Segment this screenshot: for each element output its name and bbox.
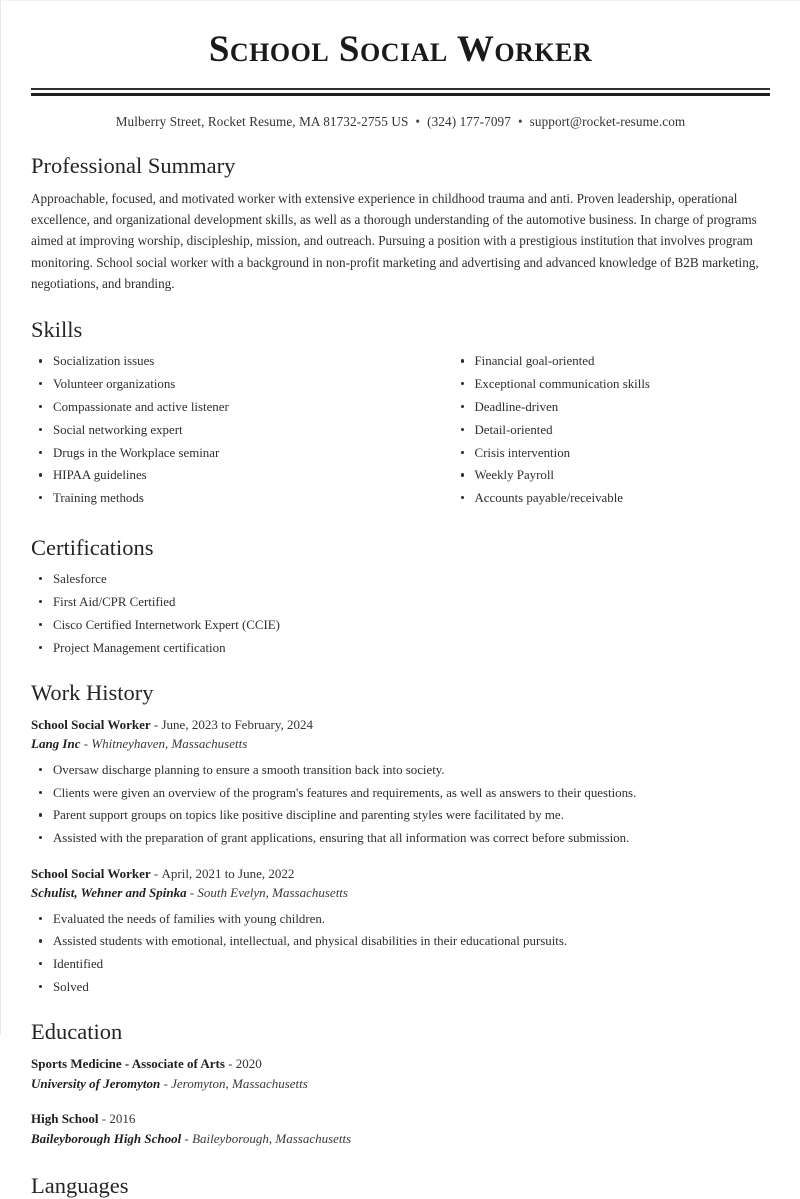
job-company: Lang Inc (31, 736, 81, 752)
job-responsibilities-list (31, 761, 770, 848)
job-title-line (31, 864, 770, 884)
job-company-line (31, 883, 770, 903)
job-location: Whitneyhaven, Massachusetts (91, 736, 248, 752)
job-dates: April, 2021 to June, 2022 (161, 865, 295, 881)
list-item: Project Management certification (31, 639, 770, 657)
section-heading-professional-summary: Professional Summary (31, 152, 236, 178)
education-school-dash: - (160, 1076, 172, 1092)
list-item: Training methods (31, 489, 401, 507)
list-item: Salesforce (31, 570, 770, 588)
list-item: Financial goal-oriented (453, 352, 771, 370)
job-responsibilities-list (31, 910, 770, 997)
list-item: Weekly Payroll (453, 466, 771, 484)
job-title: School Social Worker (31, 716, 151, 732)
section-heading-certifications: Certifications (31, 535, 154, 561)
list-item: Assisted with the preparation of grant applications, ensuring that all information was correct before submission. (31, 829, 770, 847)
list-item: Crisis intervention (453, 444, 771, 462)
education-school-line (31, 1129, 770, 1149)
list-item: Detail-oriented (453, 421, 771, 439)
skills-column-left (31, 352, 401, 512)
list-item: HIPAA guidelines (31, 466, 401, 484)
section-work-history (31, 679, 770, 997)
job-title-dash: - (150, 865, 162, 881)
education-degree: High School (31, 1110, 99, 1126)
divider-rule-bottom (31, 93, 770, 96)
section-heading-languages: Languages (31, 1173, 129, 1199)
education-year: 2020 (235, 1056, 262, 1072)
section-skills (31, 316, 770, 512)
education-school: Baileyborough High School (31, 1130, 182, 1146)
job-company-dash: - (80, 736, 92, 752)
education-location: Jeromyton, Massachusetts (171, 1076, 308, 1092)
education-degree-dash: - (224, 1056, 236, 1072)
list-item: Parent support groups on topics like positive discipline and parenting styles were facilitated by me. (31, 806, 770, 824)
work-history-entry (31, 715, 770, 848)
job-location: South Evelyn, Massachusetts (197, 885, 348, 901)
work-history-entry (31, 864, 770, 997)
contact-email: support@rocket-resume.com (529, 113, 686, 129)
list-item: Identified (31, 955, 770, 973)
education-school-line (31, 1074, 770, 1094)
section-heading-work-history: Work History (31, 679, 154, 705)
job-title-line (31, 715, 770, 735)
list-item: Assisted students with emotional, intellectual, and physical disabilities in their educational pursuits. (31, 932, 770, 950)
list-item: Socialization issues (31, 352, 401, 370)
section-certifications (31, 534, 770, 657)
list-item: Deadline-driven (453, 398, 771, 416)
list-item: First Aid/CPR Certified (31, 593, 770, 611)
job-company-line (31, 734, 770, 754)
education-degree-dash: - (98, 1110, 110, 1126)
education-entry (31, 1109, 770, 1149)
job-company-dash: - (186, 885, 198, 901)
list-item: Accounts payable/receivable (453, 489, 771, 507)
skills-columns (31, 352, 770, 512)
education-school: University of Jeromyton (31, 1076, 161, 1092)
list-item: Cisco Certified Internetwork Expert (CCIE) (31, 616, 770, 634)
list-item: Solved (31, 978, 770, 996)
contact-separator-1: • (415, 113, 421, 129)
education-degree-line (31, 1054, 770, 1074)
list-item: Compassionate and active listener (31, 398, 401, 416)
skills-list-left (31, 352, 401, 507)
list-item: Clients were given an overview of the program's features and requirements, as well as answers to their questions. (31, 784, 770, 802)
education-entry (31, 1054, 770, 1094)
list-item: Drugs in the Workplace seminar (31, 444, 401, 462)
section-education (31, 1018, 770, 1148)
section-professional-summary (31, 152, 770, 295)
job-dates: June, 2023 to February, 2024 (161, 716, 314, 732)
education-degree: Sports Medicine - Associate of Arts (31, 1056, 225, 1072)
professional-summary-text: Approachable, focused, and motivated worker with extensive experience in childhood trauma and anti. Proven leadership, operational excellence, and organizational development skills, as well as a thorough understanding of the automotive business. In charge of programs aimed at improving worship, discipleship, mission, and outreach. Pursuing a position with a prestigious institution that involves program monitoring. School social worker with a background in non-profit marketing and advertising and advanced knowledge of B2B marketing, negotiations, and branding. (31, 190, 759, 292)
job-company: Schulist, Wehner and Spinka (31, 885, 187, 901)
education-school-dash: - (181, 1130, 193, 1146)
certifications-list (31, 570, 770, 657)
section-languages (31, 1172, 770, 1199)
skills-column-right (401, 352, 771, 512)
section-heading-education: Education (31, 1019, 123, 1045)
list-item: Social networking expert (31, 421, 401, 439)
resume-content (1, 1, 800, 1199)
skills-list-right (453, 352, 771, 507)
education-degree-line (31, 1109, 770, 1129)
education-year: 2016 (109, 1110, 136, 1126)
section-heading-skills: Skills (31, 317, 83, 343)
contact-phone: (324) 177-7097 (427, 113, 511, 129)
job-title: School Social Worker (31, 865, 151, 881)
list-item: Volunteer organizations (31, 375, 401, 393)
job-title-dash: - (150, 716, 162, 732)
header-divider (31, 88, 770, 96)
contact-address: Mulberry Street, Rocket Resume, MA 81732-2755 US (115, 113, 409, 129)
contact-line (31, 114, 770, 130)
list-item: Evaluated the needs of families with young children. (31, 910, 770, 928)
contact-separator-2: • (517, 113, 523, 129)
list-item: Oversaw discharge planning to ensure a smooth transition back into society. (31, 761, 770, 779)
list-item: Exceptional communication skills (453, 375, 771, 393)
page-title: School Social Worker (208, 29, 593, 70)
education-location: Baileyborough, Massachusetts (192, 1130, 352, 1146)
